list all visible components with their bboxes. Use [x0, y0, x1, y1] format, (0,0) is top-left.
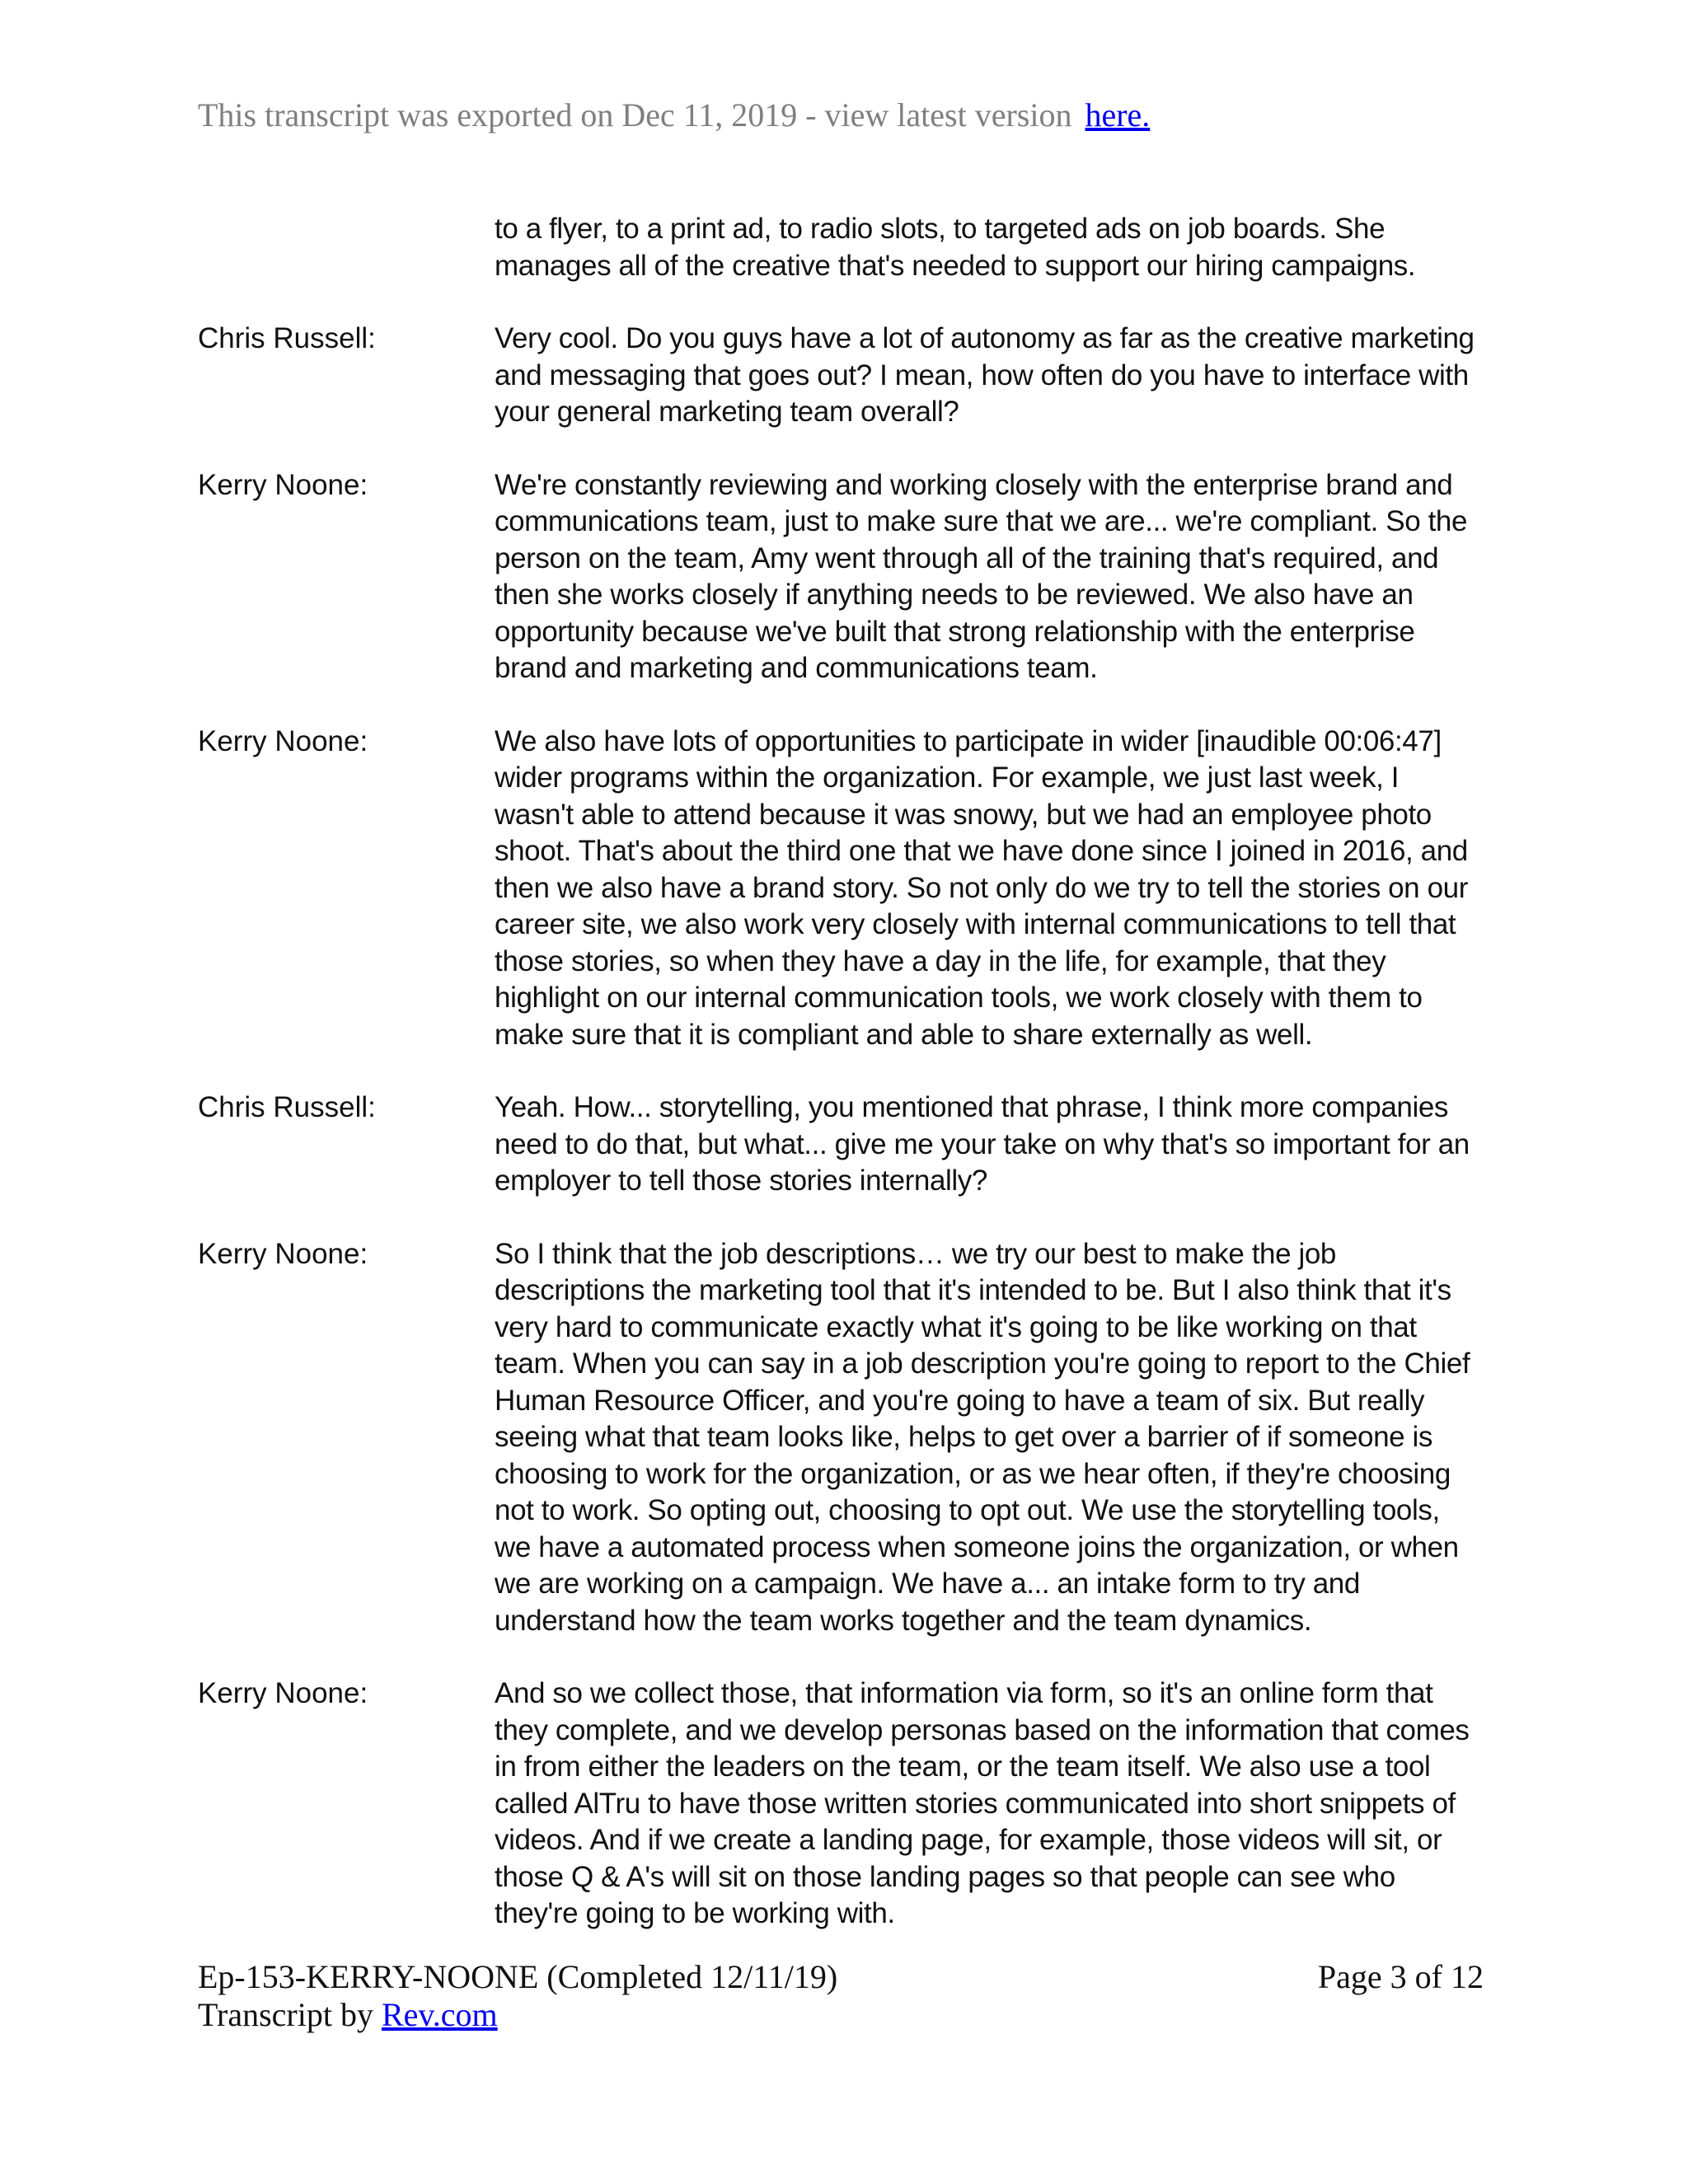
- speaker-name: [198, 211, 495, 284]
- transcript-entry: [198, 1675, 1500, 1933]
- export-notice-text: This transcript was exported on Dec 11, 2019 - view latest version: [198, 96, 1072, 134]
- utterance-text: And so we collect those, that information via form, so it's an online form that they complete, and we develop personas based on the information that comes in from either the leaders on the team, or the team itself. We also use a tool called AlTru to have those written stories communicated into short snippets of videos. And if we create a landing page, for example, those videos will sit, or those Q & A's will sit on those landing pages so that people can see who they're going to be working with.: [495, 1677, 1470, 1929]
- transcript-credit: [198, 1996, 1484, 2034]
- rev-link[interactable]: Rev.com: [381, 1996, 498, 2033]
- latest-version-link[interactable]: here.: [1085, 96, 1151, 134]
- transcript-body: [198, 211, 1500, 1969]
- page-number: Page 3 of 12: [1317, 1958, 1484, 1995]
- transcript-entry: [198, 724, 1500, 1054]
- utterance-text: We're constantly reviewing and working closely with the enterprise brand and communications team, just to make sure that we are... we're compliant. So the person on the team, Amy went through all of the training that's required, and then she works closely if anything needs to be reviewed. We also have an opportunity because we've built that strong relationship with the enterprise brand and marketing and communications team.: [495, 468, 1468, 684]
- speaker-name: Kerry Noone:: [198, 724, 368, 757]
- footer-row: [198, 1958, 1484, 1996]
- transcript-entry: [198, 321, 1500, 431]
- transcript-entry: [198, 211, 1500, 284]
- speaker-name: Kerry Noone:: [198, 468, 368, 501]
- export-notice: [198, 96, 1517, 134]
- utterance-text: Yeah. How... storytelling, you mentioned that phrase, I think more companies need to do that, but what... give me your take on why that's so important for an employer to tell those stories internally?: [495, 1091, 1470, 1197]
- speaker-name: Kerry Noone:: [198, 1237, 368, 1270]
- speaker-name: Chris Russell:: [198, 1091, 376, 1123]
- speaker-name: Chris Russell:: [198, 322, 376, 354]
- utterance-text: Very cool. Do you guys have a lot of autonomy as far as the creative marketing and messaging that goes out? I mean, how often do you have to interface with your general marketing team overall?: [495, 322, 1475, 428]
- utterance-text: to a flyer, to a print ad, to radio slots, to targeted ads on job boards. She manages all of the creative that's needed to support our hiring campaigns.: [495, 213, 1416, 282]
- transcript-entry: [198, 1090, 1500, 1200]
- transcript-entry: [198, 1236, 1500, 1640]
- utterance-text: We also have lots of opportunities to participate in wider [inaudible 00:06:47] wider programs within the organization. For example, we just last week, I wasn't able to attend because it was snowy, but we had an employee photo shoot. That's about the third one that we have done since I joined in 2016, and then we also have a brand story. So not only do we try to tell the stories on our career site, we also work very closely with internal communications to tell that those stories, so when they have a day in the life, for example, that they highlight on our internal communication tools, we work closely with them to make sure that it is compliant and able to share externally as well.: [495, 724, 1468, 1051]
- utterance-text: So I think that the job descriptions… we try our best to make the job descriptions the marketing tool that it's intended to be. But I also think that it's very hard to communicate exactly what it's going to be like working on that team. When you can say in a job description you're going to report to the Chief Human Resource Officer, and you're going to have a team of six. But really seeing what that team looks like, helps to get over a barrier of if someone is choosing to work for the organization, or as we hear often, if they're choosing not to work. So opting out, choosing to opt out. We use the storytelling tools, we have a automated process when someone joins the organization, or when we are working on a campaign. We have a... an intake form to try and understand how the team works together and the team dynamics.: [495, 1237, 1470, 1637]
- speaker-name: Kerry Noone:: [198, 1677, 368, 1709]
- transcript-entry: [198, 467, 1500, 687]
- page-footer: [198, 1958, 1484, 2034]
- episode-title: Ep-153-KERRY-NOONE (Completed 12/11/19): [198, 1958, 838, 1995]
- transcript-by-label: Transcript by: [198, 1996, 373, 2033]
